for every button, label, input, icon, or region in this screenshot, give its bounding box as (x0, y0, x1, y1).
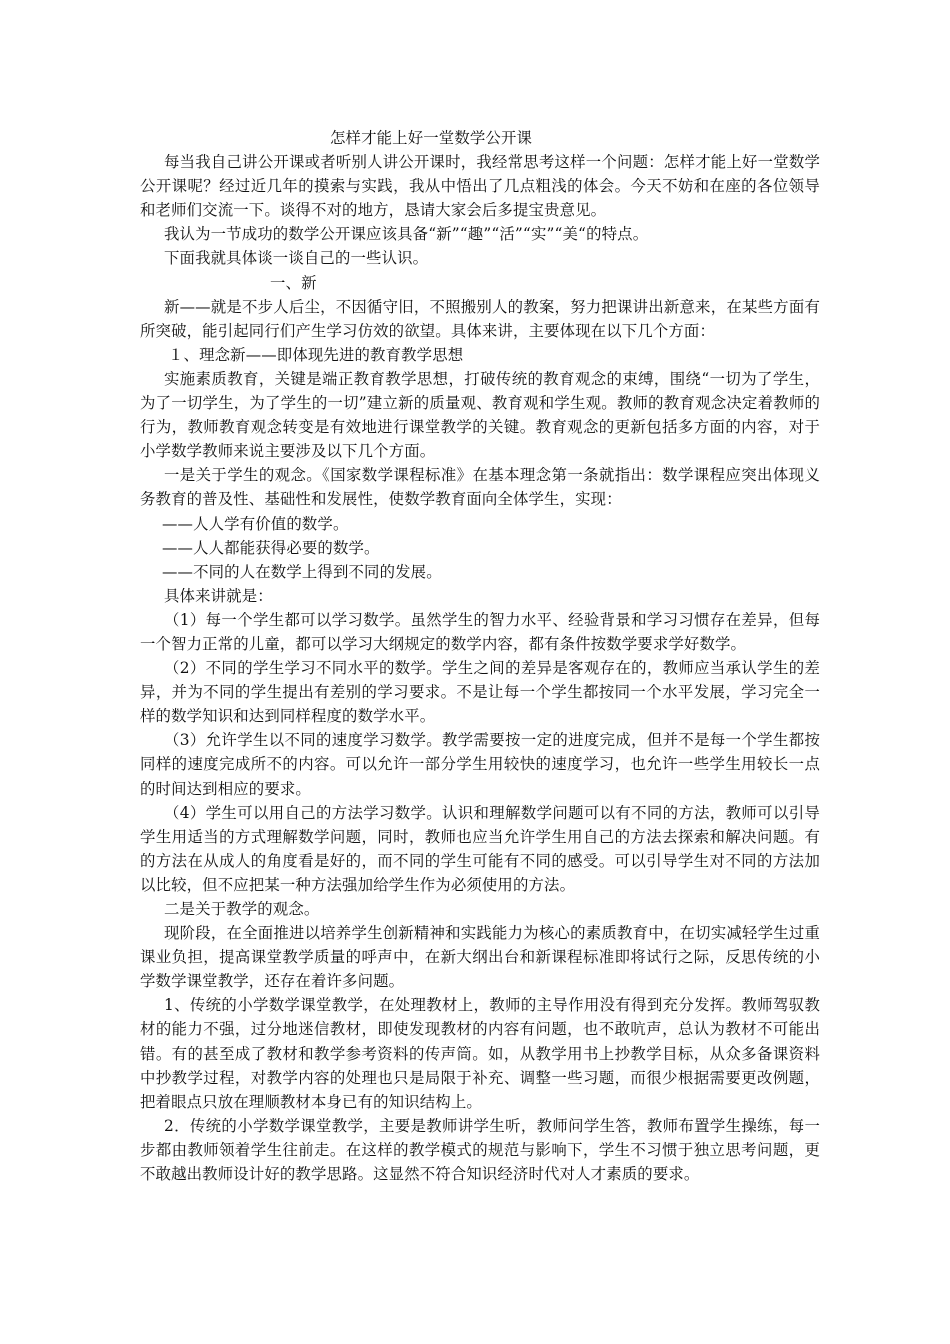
document-title: 怎样才能上好一堂数学公开课 (330, 129, 533, 147)
dash-list-item-1: ——人人学有价值的数学。 (162, 514, 349, 533)
dash-list-item-2: ——人人都能获得必要的数学。 (162, 538, 380, 557)
numbered-item-3: （3）允许学生以不同的速度学习数学。教学需要按一定的进度完成，但并不是每一个学生都按同样的速度完成所不的内容。可以允许一部分学生用较快的速度学习，也允许一些学生用较长一点的时间达到相应的要求。 (140, 731, 820, 798)
section-intro-paragraph: 新——就是不步人后尘，不因循守旧，不照搬别人的教案，努力把课讲出新意来，在某些方面有所突破，能引起同行们产生学习仿效的欲望。具体来讲，主要体现在以下几个方面： (140, 297, 820, 340)
concept-paragraph-2: 一是关于学生的观念。《国家数学课程标准》在基本理念第一条就指出：数学课程应突出体现义务教育的普及性、基础性和发展性，使数学教育面向全体学生，实现： (140, 466, 820, 509)
concept-paragraph-3: 具体来讲就是： (164, 586, 273, 605)
numbered-item-4: （4）学生可以用自己的方法学习数学。认识和理解数学问题可以有不同的方法，教师可以引导学生用适当的方式理解数学问题，同时，教师也应当允许学生用自己的方法去探索和解决问题。有的方法在从成人的角度看是好的，而不同的学生可能有不同的感受。可以引导学生对不同的方法加以比较，但不应把某一种方法强加给学生作为必须使用的方法。 (140, 803, 820, 894)
numbered-item-2: （2）不同的学生学习不同水平的数学。学生之间的差异是客观存在的，教师应当承认学生的差异，并为不同的学生提出有差别的学习要求。不是让每一个学生都按同一个水平发展，学习完全一样的数学知识和达到同样程度的数学水平。 (140, 659, 820, 726)
teaching-paragraph-3: 2．传统的小学数学课堂教学，主要是教师讲学生听，教师问学生答，教师布置学生操练，每一步都由教师领着学生往前走。在这样的教学模式的规范与影响下，学生不习惯于独立思考问题，更不敢越出教师设计好的教学思路。这显然不符合知识经济时代对人才素质的要求。 (140, 1116, 820, 1184)
teaching-concept-heading: 二是关于教学的观念。 (164, 900, 320, 918)
concept-paragraph-1: 实施素质教育，关键是端正教育教学思想，打破传统的教育观念的束缚，围绕“一切为了学生，为了一切学生，为了学生的一切”建立新的质量观、教育观和学生观。教师的教育观念决定着教师的行为，教师教育观念转变是有效地进行课堂教学的关键。教育观念的更新包括多方面的内容，对于小学数学教师来说主要涉及以下几个方面。 (140, 369, 820, 461)
dash-list-item-3: ——不同的人在数学上得到不同的发展。 (162, 562, 442, 581)
intro-paragraph-2: 我认为一节成功的数学公开课应该具备“新”“趣”“活”“实”“美“的特点。 (164, 225, 649, 244)
intro-paragraph-1: 每当我自己讲公开课或者听别人讲公开课时，我经常思考这样一个问题：怎样才能上好一堂数学公开课呢？经过近几年的摸索与实践，我从中悟出了几点粗浅的体会。今天不妨和在座的各位领导和老师们交流一下。谈得不对的地方，恳请大家会后多提宝贵意见。 (140, 153, 820, 220)
teaching-paragraph-1: 现阶段，在全面推进以培养学生创新精神和实践能力为核心的素质教育中，在切实减轻学生过重课业负担，提高课堂教学质量的呼声中，在新大纲出台和新课程标准即将试行之际，反思传统的小学数学课堂教学，还存在着许多问题。 (140, 924, 820, 991)
teaching-paragraph-2: 1、传统的小学数学课堂教学，在处理教材上，教师的主导作用没有得到充分发挥。教师驾驭教材的能力不强，过分地迷信教材，即使发现教材的内容有问题，也不敢吭声，总认为教材不可能出错。有的甚至成了教材和教学参考资料的传声筒。如，从教学用书上抄教学目标，从众多备课资料中抄教学过程，对教学内容的处理也只是局限于补充、调整一些习题，而很少根据需要更改例题，把着眼点只放在理顺教材本身已有的知识结构上。 (140, 996, 820, 1111)
sub-heading-concept: １、理念新——即体现先进的教育教学思想 (168, 345, 464, 364)
numbered-item-1: （1）每一个学生都可以学习数学。虽然学生的智力水平、经验背景和学习习惯存在差异，但每一个智力正常的儿童，都可以学习大纲规定的数学内容，都有条件按数学要求学好数学。 (140, 610, 820, 653)
intro-paragraph-3: 下面我就具体谈一谈自己的一些认识。 (164, 249, 429, 268)
document-page (140, 126, 820, 1186)
section-heading-new: 一、新 (270, 273, 317, 292)
